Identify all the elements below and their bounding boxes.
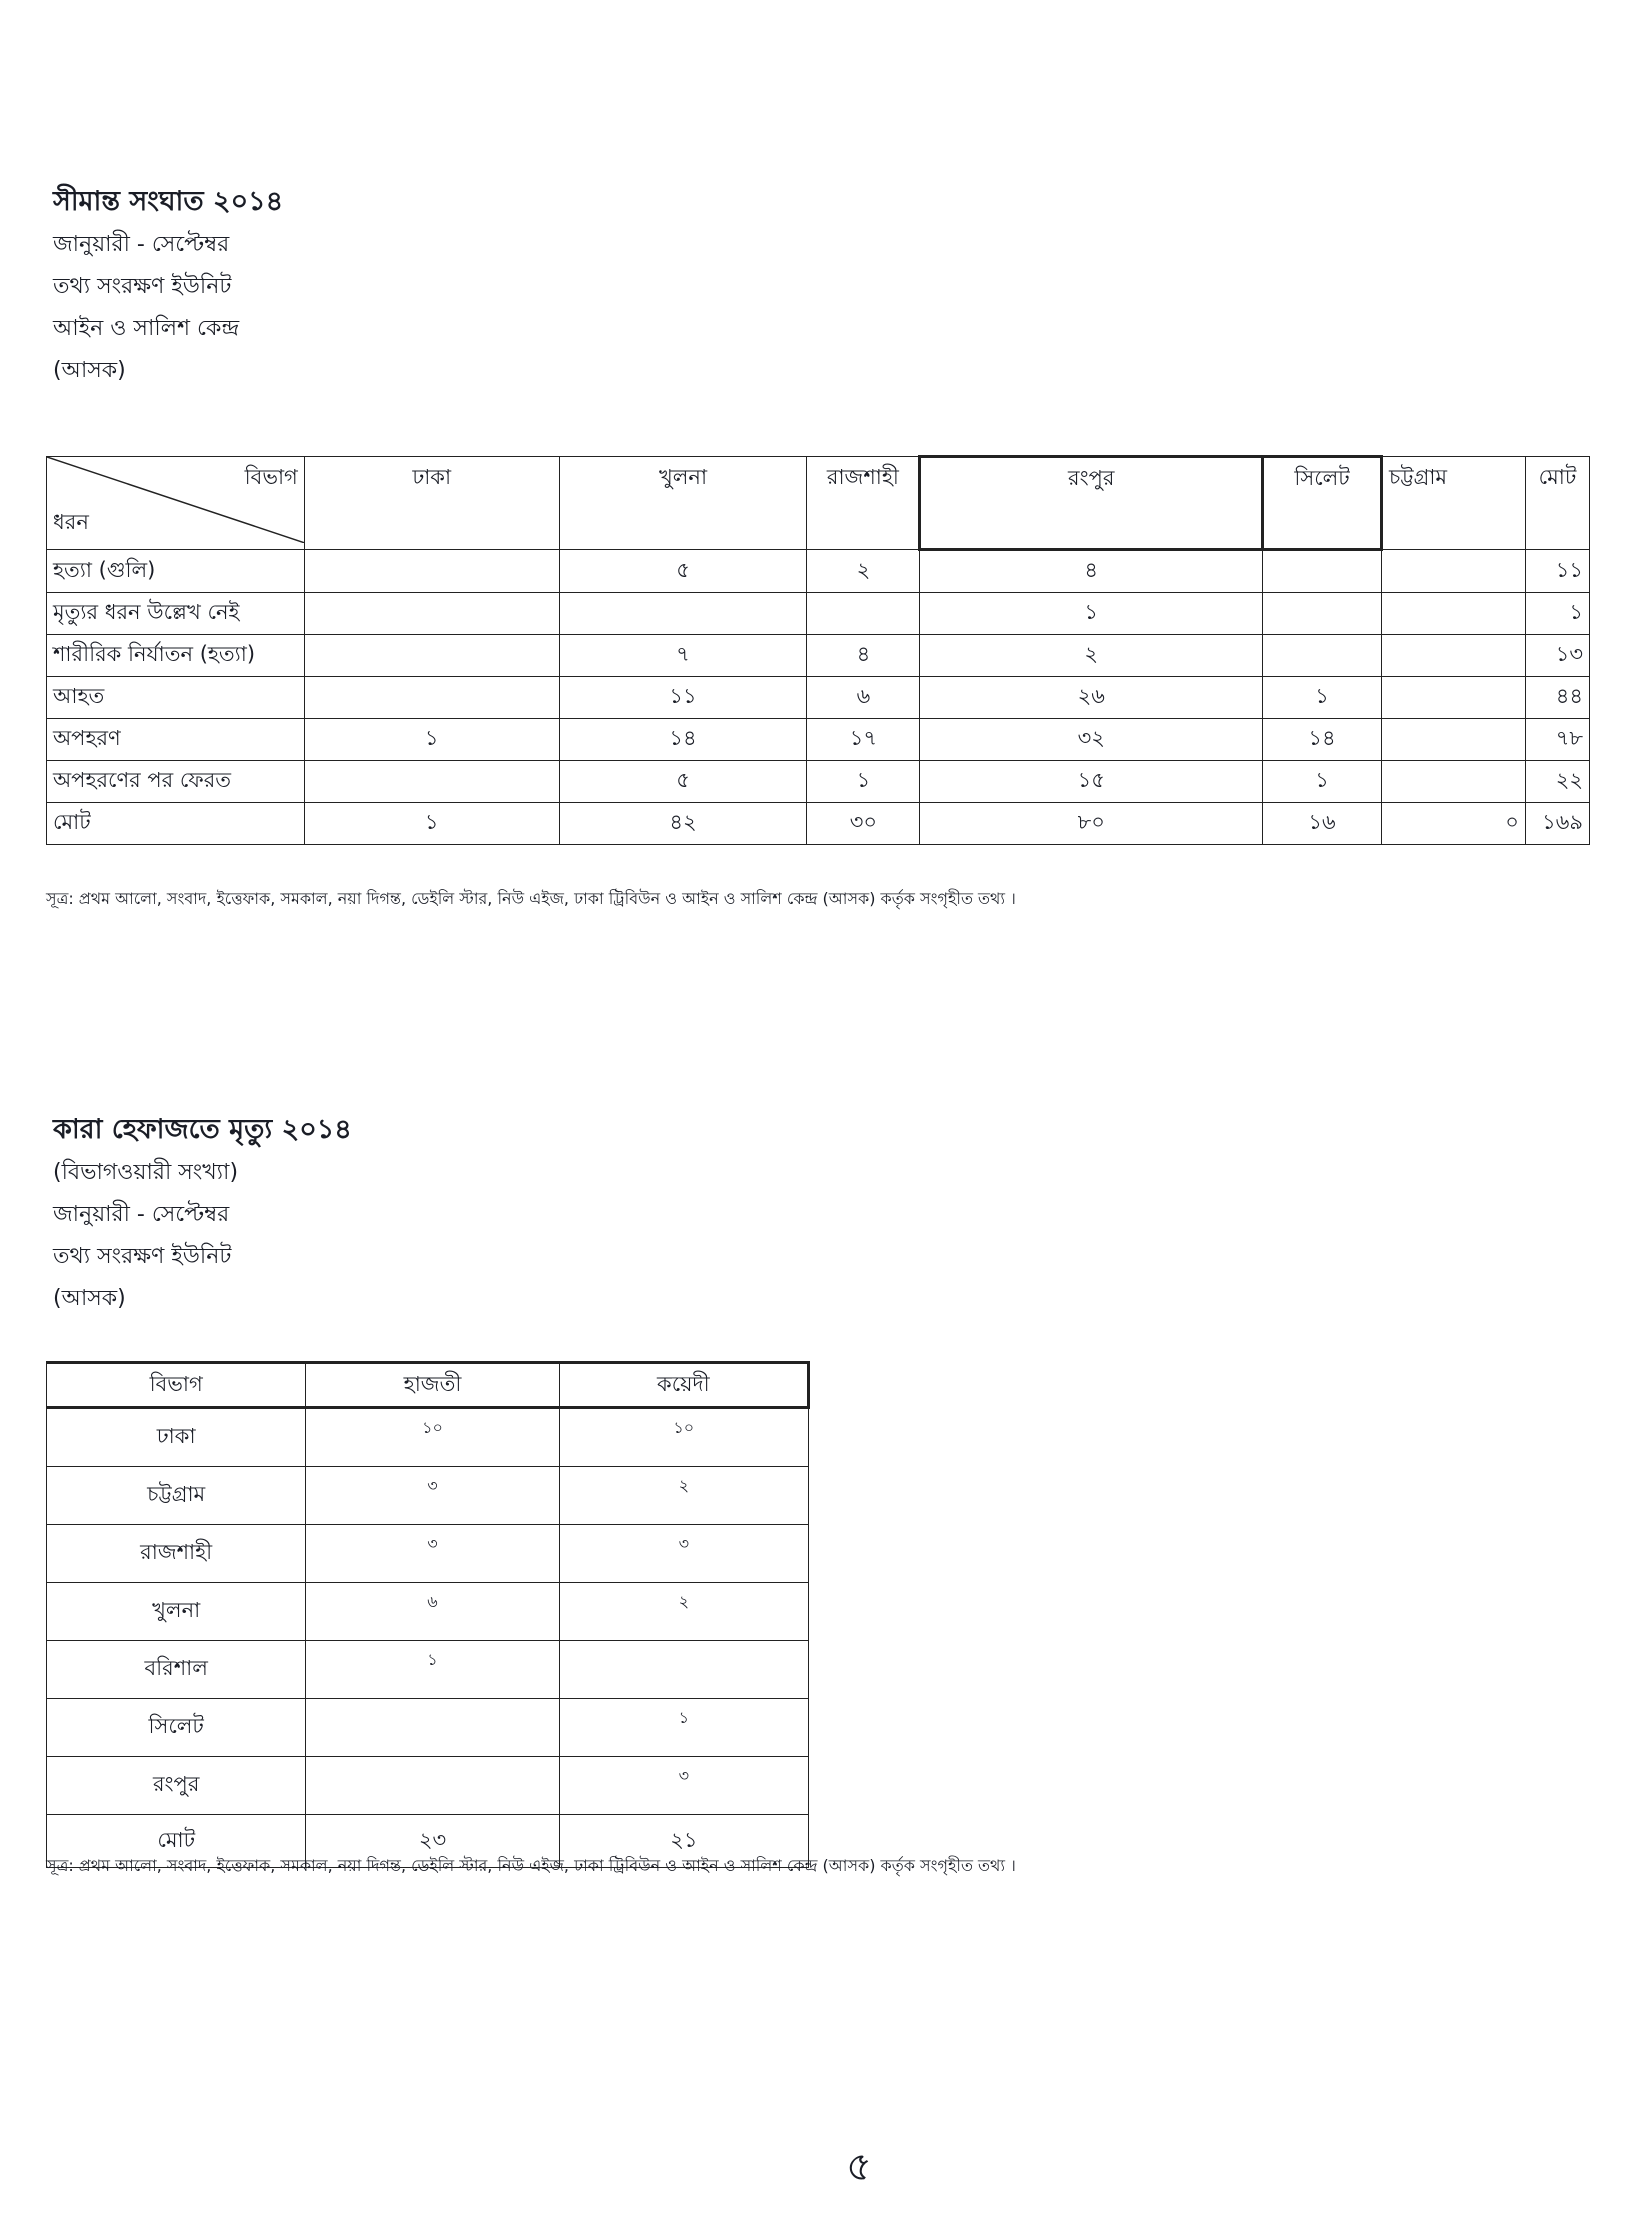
section1-unit: তথ্য সংরক্ষণ ইউনিট <box>53 274 232 299</box>
table-cell: ১৫ <box>920 761 1263 803</box>
table-cell: ১ <box>1263 677 1382 719</box>
header-cell: রাজশাহী <box>807 457 920 550</box>
corner-cell <box>47 457 305 550</box>
section1-header <box>53 180 283 392</box>
section1-org-short: (আসক) <box>53 358 126 383</box>
table-row <box>47 1525 809 1583</box>
table-cell <box>1382 677 1526 719</box>
header-cell: বিভাগ <box>47 1363 306 1408</box>
table-cell: ২৩ <box>306 1815 559 1868</box>
table-cell: ২১ <box>559 1815 808 1868</box>
table-cell <box>304 593 559 635</box>
section2-source: সূত্র: প্রথম আলো, সংবাদ, ইত্তেফাক, সমকাল, নয়া দিগন্ত, ডেইলি স্টার, নিউ এইজ, ঢাকা ট্রিবিউন ও আইন ও সালিশ কেন্দ্র (আসক) কর্তৃক সংগৃহীত তথ্য । <box>46 1856 1016 1875</box>
table-cell <box>304 550 559 593</box>
table-cell <box>1382 719 1526 761</box>
table-cell <box>807 593 920 635</box>
table-cell: ১ <box>306 1641 559 1699</box>
header-cell: হাজতী <box>306 1363 559 1408</box>
section1-org: আইন ও সালিশ কেন্দ্র <box>53 316 240 341</box>
table-cell: ১৪ <box>1263 719 1382 761</box>
row-label: অপহরণ <box>47 719 305 761</box>
section2-org-short: (আসক) <box>53 1286 126 1311</box>
section2-unit: তথ্য সংরক্ষণ ইউনিট <box>53 1244 232 1269</box>
header-cell: সিলেট <box>1263 457 1382 550</box>
row-label: মোট <box>47 1815 306 1868</box>
table-header-row <box>47 1363 809 1408</box>
row-label: সিলেট <box>47 1699 306 1757</box>
table-cell: ৩ <box>306 1467 559 1525</box>
table-cell <box>1263 550 1382 593</box>
table-cell: ৫ <box>559 761 807 803</box>
table-cell: ৪২ <box>559 803 807 845</box>
table-cell: ২ <box>807 550 920 593</box>
table-cell: ১৩ <box>1525 635 1589 677</box>
row-label: বরিশাল <box>47 1641 306 1699</box>
table-row <box>47 1583 809 1641</box>
table-cell: ৩ <box>559 1525 808 1583</box>
section2-header <box>53 1108 352 1320</box>
table-cell: ৪৪ <box>1525 677 1589 719</box>
section1-source: সূত্র: প্রথম আলো, সংবাদ, ইত্তেফাক, সমকাল, নয়া দিগন্ত, ডেইলি স্টার, নিউ এইজ, ঢাকা ট্রিবিউন ও আইন ও সালিশ কেন্দ্র (আসক) কর্তৃক সংগৃহীত তথ্য । <box>46 889 1016 908</box>
table-cell <box>304 635 559 677</box>
table-cell: ২৬ <box>920 677 1263 719</box>
row-label: হত্যা (গুলি) <box>47 550 305 593</box>
table-cell <box>304 677 559 719</box>
border-conflict-table <box>46 455 1590 845</box>
table-cell: ১৭ <box>807 719 920 761</box>
header-cell: কয়েদী <box>559 1363 808 1408</box>
row-label: মৃত্যুর ধরন উল্লেখ নেই <box>47 593 305 635</box>
table-row <box>47 1699 809 1757</box>
table-cell: ৪ <box>807 635 920 677</box>
table-cell: ৬ <box>807 677 920 719</box>
table-cell: ১০ <box>306 1408 559 1467</box>
table-row <box>47 1757 809 1815</box>
section2-period: জানুয়ারী - সেপ্টেম্বর <box>53 1202 230 1227</box>
page-number: ৫ <box>846 2144 872 2190</box>
section2-subtitle: (বিভাগওয়ারী সংখ্যা) <box>53 1160 239 1185</box>
table-cell <box>1382 550 1526 593</box>
table-cell: ২ <box>559 1583 808 1641</box>
table-row <box>47 761 1590 803</box>
table-row <box>47 550 1590 593</box>
table-cell: ৩২ <box>920 719 1263 761</box>
table-row <box>47 1641 809 1699</box>
row-label: মোট <box>47 803 305 845</box>
row-label: চট্টগ্রাম <box>47 1467 306 1525</box>
table-cell: ১ <box>304 719 559 761</box>
table-row <box>47 1467 809 1525</box>
header-cell: চট্টগ্রাম <box>1382 457 1526 550</box>
row-label: আহত <box>47 677 305 719</box>
table-cell: ৮০ <box>920 803 1263 845</box>
table-cell <box>1382 635 1526 677</box>
table-cell: ২ <box>920 635 1263 677</box>
table-cell: ১ <box>304 803 559 845</box>
header-cell: রংপুর <box>920 457 1263 550</box>
table-cell: ১০ <box>559 1408 808 1467</box>
table-cell: ০ <box>1382 803 1526 845</box>
table-cell: ৩ <box>306 1525 559 1583</box>
row-label: খুলনা <box>47 1583 306 1641</box>
table-cell: ১৬ <box>1263 803 1382 845</box>
table-cell: ৭ <box>559 635 807 677</box>
corner-top-label: বিভাগ <box>244 465 298 489</box>
table-cell: ১ <box>1263 761 1382 803</box>
table-header-row <box>47 457 1590 550</box>
section2-title: কারা হেফাজতে মৃত্যু ২০১৪ <box>53 1114 352 1145</box>
table-cell: ১ <box>920 593 1263 635</box>
table-cell <box>1263 635 1382 677</box>
table-row <box>47 719 1590 761</box>
table-cell: ৬ <box>306 1583 559 1641</box>
table-cell: ১১ <box>1525 550 1589 593</box>
table-cell: ১ <box>559 1699 808 1757</box>
table-cell <box>304 761 559 803</box>
table-cell: ১১ <box>559 677 807 719</box>
table-cell: ৭৮ <box>1525 719 1589 761</box>
table-cell <box>306 1757 559 1815</box>
table-cell <box>1382 593 1526 635</box>
table-cell: ১ <box>807 761 920 803</box>
table-cell <box>1382 761 1526 803</box>
table-cell: ৫ <box>559 550 807 593</box>
table-cell: ১ <box>1525 593 1589 635</box>
table-cell <box>559 593 807 635</box>
table-row <box>47 1408 809 1467</box>
table-cell <box>1263 593 1382 635</box>
custody-death-table <box>46 1361 810 1868</box>
row-label: রাজশাহী <box>47 1525 306 1583</box>
header-cell: খুলনা <box>559 457 807 550</box>
table-cell: ৩ <box>559 1757 808 1815</box>
table-cell: ২ <box>559 1467 808 1525</box>
row-label: অপহরণের পর ফেরত <box>47 761 305 803</box>
table-body <box>47 550 1590 845</box>
table-row <box>47 677 1590 719</box>
table-cell: ১৪ <box>559 719 807 761</box>
table-row <box>47 635 1590 677</box>
corner-bottom-label: ধরন <box>53 510 89 534</box>
row-label: শারীরিক নির্যাতন (হত্যা) <box>47 635 305 677</box>
table-cell <box>559 1641 808 1699</box>
table-cell: ৪ <box>920 550 1263 593</box>
table-cell: ৩০ <box>807 803 920 845</box>
table-row <box>47 593 1590 635</box>
section1-period: জানুয়ারী - সেপ্টেম্বর <box>53 232 230 257</box>
section1-title: সীমান্ত সংঘাত ২০১৪ <box>53 186 284 217</box>
table-body <box>47 1408 809 1868</box>
table-cell: ১৬৯ <box>1525 803 1589 845</box>
row-label: রংপুর <box>47 1757 306 1815</box>
header-cell: ঢাকা <box>304 457 559 550</box>
table-cell <box>306 1699 559 1757</box>
table-row <box>47 803 1590 845</box>
table-cell: ২২ <box>1525 761 1589 803</box>
row-label: ঢাকা <box>47 1408 306 1467</box>
header-cell: মোট <box>1525 457 1589 550</box>
